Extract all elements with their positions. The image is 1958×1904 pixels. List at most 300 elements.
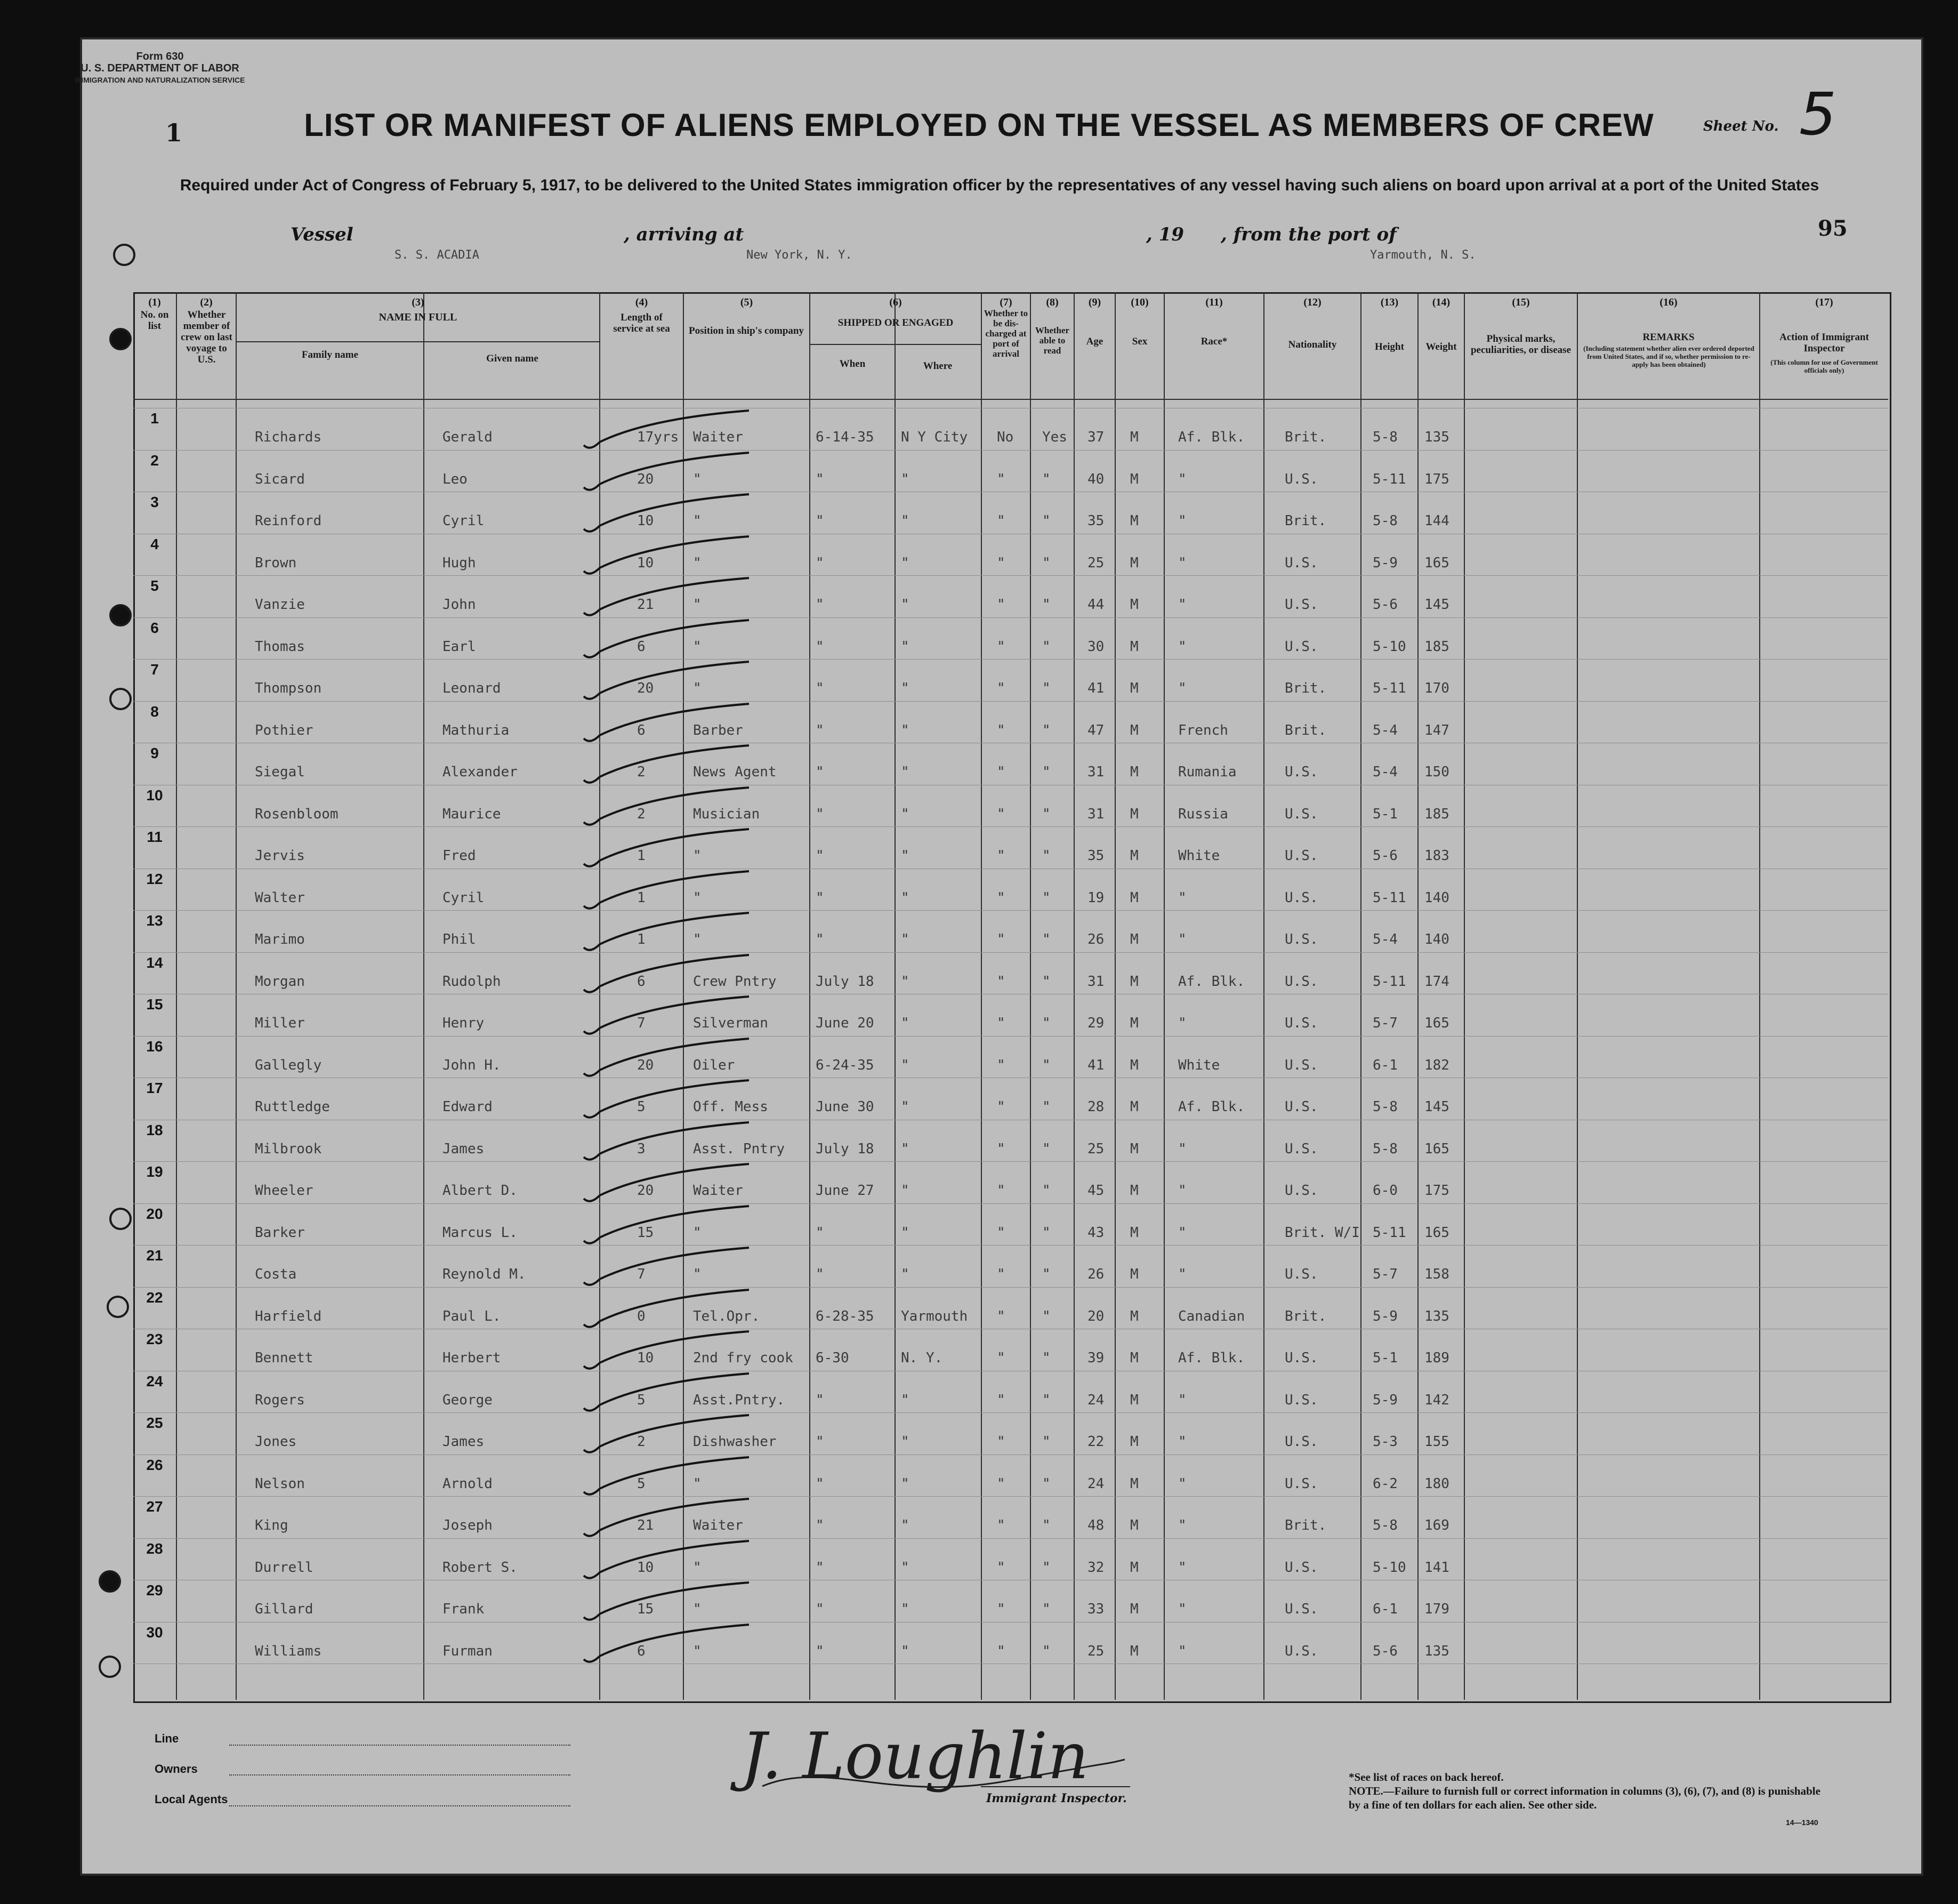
- cell-disch: ": [997, 1392, 1005, 1408]
- cell-given: Marcus L.: [442, 1224, 518, 1241]
- cell-weight: 182: [1424, 1057, 1449, 1073]
- col-num: (3): [412, 296, 424, 308]
- cell-family: Siegal: [255, 764, 305, 780]
- cell-family: Thomas: [255, 638, 305, 655]
- cell-race: ": [1178, 1601, 1187, 1617]
- cell-nat: Brit. W/I: [1285, 1224, 1360, 1241]
- cell-nat: U.S.: [1285, 806, 1318, 822]
- cell-position: ": [693, 848, 702, 864]
- cell-race: ": [1178, 1475, 1187, 1492]
- col-header-remarks-note: (Including statement whether alien ever ordered deported from United States, and if so, whether permission to re-apply has been obtained): [1583, 344, 1754, 368]
- cell-where: ": [901, 597, 909, 613]
- header-bottom-rule: [133, 399, 1888, 400]
- cell-read: ": [1042, 1475, 1051, 1492]
- cell-disch: ": [997, 1308, 1005, 1324]
- department-name: U. S. DEPARTMENT OF LABOR: [80, 62, 239, 74]
- cell-family: Nelson: [255, 1475, 305, 1492]
- cell-sex: M: [1130, 973, 1139, 990]
- cell-age: 31: [1087, 973, 1105, 990]
- col-num: (11): [1205, 296, 1223, 308]
- row-number: 16: [146, 1038, 163, 1055]
- row-number: 19: [146, 1163, 163, 1180]
- cell-height: 5-8: [1373, 429, 1398, 445]
- cell-age: 35: [1087, 848, 1105, 864]
- cell-where: ": [901, 1266, 909, 1282]
- cell-sex: M: [1130, 1434, 1139, 1450]
- cell-service: 5: [637, 1392, 646, 1408]
- cell-weight: 169: [1424, 1517, 1449, 1533]
- row-number: 18: [146, 1121, 163, 1138]
- cell-read: ": [1042, 931, 1051, 947]
- cell-height: 6-1: [1373, 1057, 1398, 1073]
- cell-read: ": [1042, 806, 1051, 822]
- cell-family: Richards: [255, 429, 322, 445]
- line-label: Line: [155, 1732, 179, 1745]
- cell-disch: ": [997, 1517, 1005, 1533]
- cell-when: 6-28-35: [816, 1308, 874, 1324]
- cell-family: Wheeler: [255, 1183, 313, 1199]
- cell-sex: M: [1130, 1392, 1139, 1408]
- col-header-race: Race*: [1200, 336, 1228, 347]
- cell-disch: ": [997, 1643, 1005, 1659]
- cell-disch: ": [997, 1140, 1005, 1157]
- cell-when: ": [816, 1559, 824, 1576]
- column-divider: [1030, 292, 1031, 1700]
- check-mark: [578, 534, 754, 582]
- check-mark: [578, 1329, 754, 1377]
- cell-age: 33: [1087, 1601, 1105, 1617]
- cell-read: ": [1042, 597, 1051, 613]
- cell-read: ": [1042, 471, 1051, 487]
- cell-position: Waiter: [693, 1183, 743, 1199]
- cell-read: ": [1042, 1434, 1051, 1450]
- column-divider: [1464, 292, 1465, 1700]
- cell-where: ": [901, 471, 909, 487]
- cell-nat: Brit.: [1285, 1308, 1327, 1324]
- cell-when: ": [816, 513, 824, 529]
- cell-position: News Agent: [693, 764, 777, 780]
- cell-when: 6-14-35: [816, 429, 874, 445]
- col-header-age: Age: [1086, 336, 1103, 347]
- cell-given: Arnold: [442, 1475, 493, 1492]
- cell-position: ": [693, 555, 702, 571]
- cell-read: ": [1042, 555, 1051, 571]
- row-number: 17: [146, 1080, 163, 1096]
- col-num: (5): [740, 296, 753, 308]
- cell-age: 19: [1087, 889, 1105, 906]
- check-mark: [578, 1120, 754, 1168]
- cell-disch: ": [997, 1015, 1005, 1031]
- cell-weight: 158: [1424, 1266, 1449, 1282]
- cell-sex: M: [1130, 1350, 1139, 1366]
- cell-given: Henry: [442, 1015, 485, 1031]
- line-field: [229, 1745, 570, 1746]
- cell-service: 15: [637, 1224, 654, 1241]
- cell-nat: U.S.: [1285, 1057, 1318, 1073]
- cell-service: 3: [637, 1140, 646, 1157]
- col-num: (12): [1303, 296, 1322, 308]
- cell-family: Bennett: [255, 1350, 313, 1366]
- cell-position: ": [693, 1601, 702, 1617]
- cell-where: ": [901, 1643, 909, 1659]
- cell-nat: Brit.: [1285, 1517, 1327, 1533]
- cell-where: ": [901, 722, 909, 738]
- cell-read: ": [1042, 973, 1051, 990]
- cell-height: 5-10: [1373, 638, 1406, 655]
- cell-weight: 144: [1424, 513, 1449, 529]
- cell-weight: 185: [1424, 806, 1449, 822]
- cell-race: ": [1178, 1392, 1187, 1408]
- cell-position: Asst. Pntry: [693, 1140, 785, 1157]
- cell-height: 5-8: [1373, 1099, 1398, 1115]
- cell-when: ": [816, 597, 824, 613]
- cell-height: 5-9: [1373, 1308, 1398, 1324]
- cell-weight: 141: [1424, 1559, 1449, 1576]
- col-num: (7): [1000, 296, 1012, 308]
- cell-service: 1: [637, 931, 646, 947]
- cell-service: 6: [637, 973, 646, 990]
- cell-given: Edward: [442, 1099, 493, 1115]
- cell-family: Pothier: [255, 722, 313, 738]
- cell-family: Reinford: [255, 513, 322, 529]
- cell-where: ": [901, 1140, 909, 1157]
- cell-sex: M: [1130, 1517, 1139, 1533]
- signature-text: J. Loughlin: [741, 1720, 1089, 1794]
- check-mark: [578, 869, 754, 917]
- cell-service: 21: [637, 1517, 654, 1533]
- row-rule: [133, 617, 1888, 618]
- cell-race: Af. Blk.: [1178, 973, 1245, 990]
- cell-when: July 18: [816, 1140, 874, 1157]
- binder-hole: [109, 604, 132, 626]
- col-num: (8): [1046, 296, 1059, 308]
- cell-where: ": [901, 1224, 909, 1241]
- arriving-label: , arriving at: [624, 224, 744, 245]
- cell-disch: ": [997, 1266, 1005, 1282]
- col-header-family-name: Family name: [301, 349, 359, 360]
- cell-service: 6: [637, 638, 646, 655]
- cell-age: 32: [1087, 1559, 1105, 1576]
- cell-nat: U.S.: [1285, 1559, 1318, 1576]
- col-header-when: When: [839, 358, 866, 369]
- cell-nat: U.S.: [1285, 597, 1318, 613]
- cell-position: ": [693, 680, 702, 696]
- col-header-no: No. on list: [140, 309, 169, 332]
- cell-service: 20: [637, 1183, 654, 1199]
- sheet-stamp: 95: [1818, 216, 1848, 241]
- cell-sex: M: [1130, 1140, 1139, 1157]
- cell-nat: Brit.: [1285, 722, 1327, 738]
- cell-nat: Brit.: [1285, 429, 1327, 445]
- cell-position: ": [693, 1559, 702, 1576]
- col-header-nationality: Nationality: [1288, 339, 1337, 350]
- row-rule: [133, 826, 1888, 827]
- col-header-weight: Weight: [1425, 341, 1457, 352]
- cell-service: 20: [637, 1057, 654, 1073]
- cell-position: 2nd fry cook: [693, 1350, 793, 1366]
- footnote-penalty: NOTE.—Failure to furnish full or correct information in columns (3), (6), (7), and (8) is punishable by a fine of ten dollars for each alien. See other side.: [1349, 1785, 1820, 1811]
- cell-service: 0: [637, 1308, 646, 1324]
- year-label: , 19: [1146, 224, 1184, 245]
- cell-position: Dishwasher: [693, 1434, 777, 1450]
- cell-read: ": [1042, 764, 1051, 780]
- cell-age: 43: [1087, 1224, 1105, 1241]
- form-number: Form 630: [136, 51, 184, 62]
- cell-nat: Brit.: [1285, 680, 1327, 696]
- cell-weight: 140: [1424, 889, 1449, 906]
- cell-read: ": [1042, 1140, 1051, 1157]
- column-divider: [809, 292, 810, 1700]
- cell-height: 5-11: [1373, 889, 1406, 906]
- row-rule: [133, 1161, 1888, 1162]
- cell-given: Leonard: [442, 680, 501, 696]
- cell-service: 10: [637, 1350, 654, 1366]
- cell-age: 48: [1087, 1517, 1105, 1533]
- cell-when: ": [816, 471, 824, 487]
- cell-weight: 145: [1424, 1099, 1449, 1115]
- row-rule: [133, 1245, 1888, 1246]
- cell-where: Yarmouth: [901, 1308, 968, 1324]
- cell-family: Rogers: [255, 1392, 305, 1408]
- cell-read: ": [1042, 1224, 1051, 1241]
- cell-disch: ": [997, 1559, 1005, 1576]
- cell-service: 17yrs: [637, 429, 679, 445]
- check-mark: [578, 1161, 754, 1209]
- cell-read: ": [1042, 1266, 1051, 1282]
- cell-disch: ": [997, 889, 1005, 906]
- cell-weight: 165: [1424, 1224, 1449, 1241]
- cell-position: Waiter: [693, 429, 743, 445]
- cell-disch: ": [997, 931, 1005, 947]
- handwritten-mark: 1: [165, 118, 183, 147]
- cell-read: ": [1042, 848, 1051, 864]
- inspector-label: Immigrant Inspector.: [986, 1791, 1127, 1805]
- row-number: 10: [146, 786, 163, 804]
- cell-service: 2: [637, 764, 646, 780]
- row-rule: [133, 1412, 1888, 1413]
- cell-where: ": [901, 848, 909, 864]
- cell-height: 5-10: [1373, 1559, 1406, 1576]
- cell-nat: U.S.: [1285, 889, 1318, 906]
- cell-where: ": [901, 973, 909, 990]
- column-divider: [1164, 292, 1165, 1700]
- cell-where: ": [901, 764, 909, 780]
- row-number: 23: [146, 1331, 163, 1347]
- cell-nat: U.S.: [1285, 931, 1318, 947]
- cell-height: 5-4: [1373, 722, 1398, 738]
- check-mark: [578, 1412, 754, 1460]
- cell-given: James: [442, 1140, 485, 1157]
- check-mark: [578, 1203, 754, 1251]
- check-mark: [578, 952, 754, 1000]
- cell-when: ": [816, 555, 824, 571]
- cell-sex: M: [1130, 722, 1139, 738]
- check-mark: [578, 994, 754, 1042]
- cell-where: ": [901, 638, 909, 655]
- cell-height: 5-11: [1373, 680, 1406, 696]
- cell-disch: ": [997, 973, 1005, 990]
- cell-service: 1: [637, 889, 646, 906]
- cell-weight: 155: [1424, 1434, 1449, 1450]
- manifest-table: [133, 292, 1891, 1703]
- cell-service: 6: [637, 1643, 646, 1659]
- cell-where: ": [901, 1434, 909, 1450]
- check-mark: [578, 785, 754, 833]
- cell-disch: ": [997, 1434, 1005, 1450]
- cell-service: 10: [637, 555, 654, 571]
- cell-height: 5-11: [1373, 471, 1406, 487]
- footnote-races: *See list of races on back hereof.: [1349, 1771, 1504, 1784]
- col-num: (9): [1088, 296, 1101, 308]
- cell-when: 6-24-35: [816, 1057, 874, 1073]
- cell-age: 37: [1087, 429, 1105, 445]
- column-divider: [895, 292, 896, 1700]
- col-header-service: Length of service at sea: [613, 312, 670, 334]
- col-num: (2): [200, 296, 213, 308]
- cell-nat: U.S.: [1285, 1140, 1318, 1157]
- check-mark: [578, 1622, 754, 1670]
- check-mark: [578, 1538, 754, 1586]
- cell-race: Af. Blk.: [1178, 429, 1245, 445]
- cell-given: Herbert: [442, 1350, 501, 1366]
- binder-hole: [109, 328, 132, 350]
- cell-when: ": [816, 1434, 824, 1450]
- row-rule: [133, 701, 1888, 702]
- cell-family: Vanzie: [255, 597, 305, 613]
- row-number: 30: [146, 1624, 163, 1641]
- binder-hole: [99, 1570, 121, 1593]
- cell-family: Rosenbloom: [255, 806, 339, 822]
- cell-height: 5-8: [1373, 1140, 1398, 1157]
- col-num: (15): [1512, 296, 1530, 308]
- cell-race: French: [1178, 722, 1228, 738]
- cell-race: Af. Blk.: [1178, 1099, 1245, 1115]
- footnote: [1349, 1770, 1828, 1812]
- cell-family: Jones: [255, 1434, 297, 1450]
- row-number: 5: [150, 577, 159, 594]
- row-number: 3: [150, 494, 159, 510]
- cell-service: 2: [637, 1434, 646, 1450]
- col-header-physical-marks: Physical marks, peculiarities, or disease: [1470, 333, 1572, 356]
- arrival-port: New York, N. Y.: [746, 248, 852, 262]
- cell-family: Sicard: [255, 471, 305, 487]
- cell-race: Canadian: [1178, 1308, 1245, 1324]
- cell-age: 22: [1087, 1434, 1105, 1450]
- cell-given: James: [442, 1434, 485, 1450]
- cell-read: Yes: [1042, 429, 1067, 445]
- cell-weight: 189: [1424, 1350, 1449, 1366]
- cell-weight: 135: [1424, 429, 1449, 445]
- cell-nat: U.S.: [1285, 471, 1318, 487]
- check-mark: [578, 617, 754, 665]
- cell-height: 5-6: [1373, 597, 1398, 613]
- row-number: 21: [146, 1247, 163, 1264]
- owners-field: [229, 1774, 570, 1776]
- cell-sex: M: [1130, 555, 1139, 571]
- cell-position: ": [693, 1266, 702, 1282]
- cell-height: 5-6: [1373, 1643, 1398, 1659]
- cell-disch: ": [997, 1350, 1005, 1366]
- row-number: 15: [146, 996, 163, 1013]
- cell-sex: M: [1130, 764, 1139, 780]
- row-rule: [133, 450, 1888, 451]
- cell-position: ": [693, 597, 702, 613]
- row-rule: [133, 1036, 1888, 1037]
- cell-when: ": [816, 1517, 824, 1533]
- cell-where: ": [901, 1475, 909, 1492]
- cell-given: Cyril: [442, 889, 485, 906]
- cell-service: 7: [637, 1015, 646, 1031]
- cell-position: ": [693, 638, 702, 655]
- cell-height: 5-9: [1373, 555, 1398, 571]
- cell-given: Joseph: [442, 1517, 493, 1533]
- cell-family: Marimo: [255, 931, 305, 947]
- cell-service: 10: [637, 1559, 654, 1576]
- col-header-name: NAME IN FULL: [378, 311, 457, 323]
- cell-weight: 175: [1424, 471, 1449, 487]
- from-port-label: , from the port of: [1221, 224, 1397, 245]
- cell-weight: 142: [1424, 1392, 1449, 1408]
- cell-position: Musician: [693, 806, 760, 822]
- cell-position: Barber: [693, 722, 743, 738]
- cell-family: Barker: [255, 1224, 305, 1241]
- check-mark: [578, 701, 754, 749]
- cell-disch: ": [997, 555, 1005, 571]
- cell-family: Gallegly: [255, 1057, 322, 1073]
- local-agents-field: [229, 1805, 570, 1806]
- cell-given: Albert D.: [442, 1183, 518, 1199]
- cell-sex: M: [1130, 889, 1139, 906]
- cell-age: 24: [1087, 1475, 1105, 1492]
- check-mark: [578, 1287, 754, 1335]
- cell-read: ": [1042, 889, 1051, 906]
- cell-disch: ": [997, 471, 1005, 487]
- row-rule: [133, 910, 1888, 911]
- cell-read: ": [1042, 722, 1051, 738]
- binder-hole: [107, 1296, 129, 1318]
- col-num: (1): [148, 296, 161, 308]
- cell-service: 15: [637, 1601, 654, 1617]
- col-header-sex: Sex: [1132, 336, 1148, 347]
- cell-position: ": [693, 889, 702, 906]
- sheet-number-label: Sheet No.: [1703, 118, 1779, 134]
- check-mark: [578, 743, 754, 791]
- cell-sex: M: [1130, 597, 1139, 613]
- cell-position: ": [693, 513, 702, 529]
- cell-when: ": [816, 722, 824, 738]
- col-header-position: Position in ship's company: [689, 325, 804, 336]
- check-mark: [578, 1036, 754, 1084]
- cell-service: 1: [637, 848, 646, 864]
- cell-given: Leo: [442, 471, 468, 487]
- cell-nat: U.S.: [1285, 1434, 1318, 1450]
- cell-family: King: [255, 1517, 288, 1533]
- cell-nat: U.S.: [1285, 973, 1318, 990]
- cell-sex: M: [1130, 1266, 1139, 1282]
- cell-family: Thompson: [255, 680, 322, 696]
- cell-race: ": [1178, 889, 1187, 906]
- cell-where: ": [901, 1392, 909, 1408]
- cell-sex: M: [1130, 1099, 1139, 1115]
- cell-nat: U.S.: [1285, 1601, 1318, 1617]
- cell-nat: U.S.: [1285, 1099, 1318, 1115]
- cell-sex: M: [1130, 1057, 1139, 1073]
- cell-nat: U.S.: [1285, 1015, 1318, 1031]
- cell-race: Russia: [1178, 806, 1228, 822]
- cell-given: John: [442, 597, 476, 613]
- cell-weight: 165: [1424, 555, 1449, 571]
- cell-given: Gerald: [442, 429, 493, 445]
